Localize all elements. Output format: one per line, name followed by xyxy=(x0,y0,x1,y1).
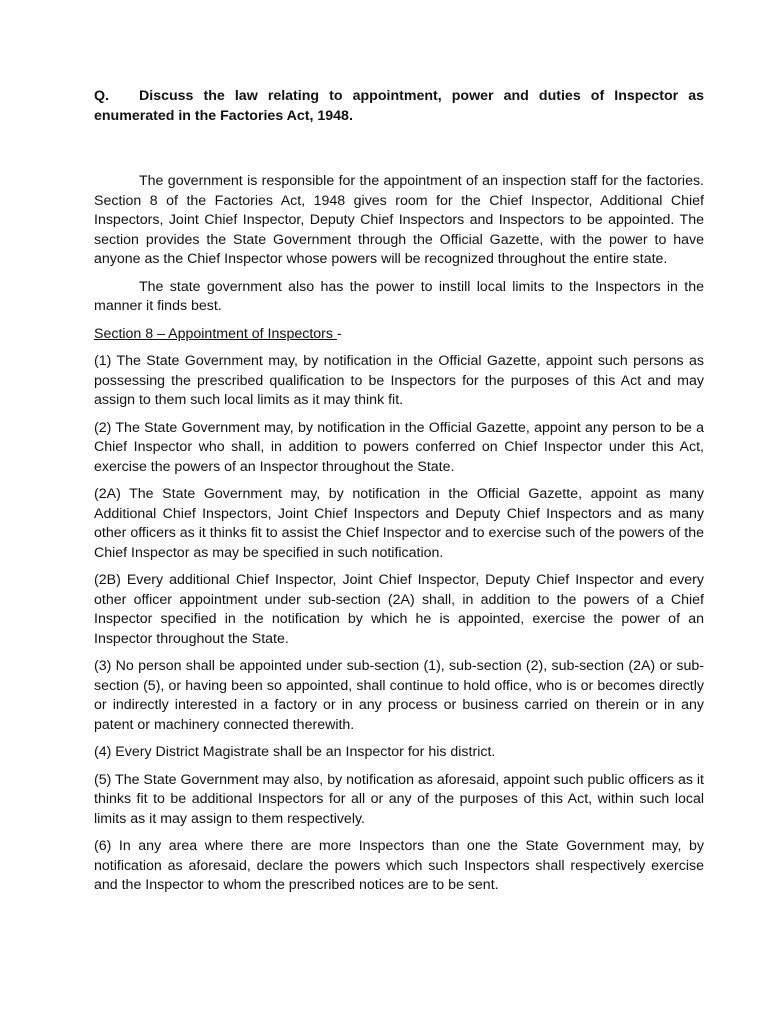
intro-paragraph: The state government also has the power to instill local limits to the Inspectors in the manner it finds best. xyxy=(94,278,704,314)
intro-paragraph: The government is responsible for the appointment of an inspection staff for the factories. Section 8 of the Factories Act, 1948 gives room for the Chief Inspector, Additional Chief Inspectors, Joint Chief Inspector, Deputy Chief Inspectors and Inspectors to be appointed. The section provides the State Government through the Official Gazette, with the power to have anyone as the Chief Inspector whose powers will be recognized throughout the entire state. xyxy=(94,173,704,267)
clause-5: (5) The State Government may also, by notification as aforesaid, appoint such public officers as it thinks fit to be additional Inspectors for all or any of the purposes of this Act, within such local limits as it may assign to them respectively. xyxy=(94,771,704,827)
document-page xyxy=(94,87,704,904)
question xyxy=(94,87,704,126)
clause-4: (4) Every District Magistrate shall be an Inspector for his district. xyxy=(94,744,496,760)
question-text: Discuss the law relating to appointment, power and duties of Inspector as enumerated in the Factories Act, 1948. xyxy=(94,88,704,124)
clause-6: (6) In any area where there are more Inspectors than one the State Government may, by notification as aforesaid, declare the powers which such Inspectors shall respectively exercise and the Inspector to whom the prescribed notices are to be sent. xyxy=(94,838,704,893)
clause-2: (2) The State Government may, by notification in the Official Gazette, appoint any person to be a Chief Inspector who shall, in addition to powers conferred on Chief Inspector under this Act, exercise the powers of an Inspector throughout the State. xyxy=(94,419,704,475)
section-heading-text: Section 8 – Appointment of Inspectors xyxy=(94,325,337,342)
clause-3: (3) No person shall be appointed under sub-section (1), sub-section (2), sub-section (2A) or sub-section (5), or having been so appointed, shall continue to hold office, who is or becomes directly or indirectly interested in a factory or in any process or business carried on therein or in any patent or machinery connected therewith. xyxy=(94,658,704,733)
clause-1: (1) The State Government may, by notification in the Official Gazette, appoint such persons as possessing the prescribed qualification to be Inspectors for the purposes of this Act and may assign to them such local limits as it may think fit. xyxy=(94,353,704,408)
clause-2b: (2B) Every additional Chief Inspector, Joint Chief Inspector, Deputy Chief Inspector and every other officer appointment under sub-section (2A) shall, in addition to the powers of a Chief Inspector specified in the notification by which he is appointed, exercise the power of an Inspector throughout the State. xyxy=(94,572,704,647)
clause-2a: (2A) The State Government may, by notification in the Official Gazette, appoint as many Additional Chief Inspectors, Joint Chief Inspectors and Deputy Chief Inspectors and as many other officers as it thinks fit to assist the Chief Inspector and to exercise such of the powers of the Chief Inspector as may be specified in such notification. xyxy=(94,486,704,561)
section-heading xyxy=(94,325,704,345)
question-label: Q. xyxy=(94,88,109,104)
section-heading-suffix: - xyxy=(336,325,342,342)
